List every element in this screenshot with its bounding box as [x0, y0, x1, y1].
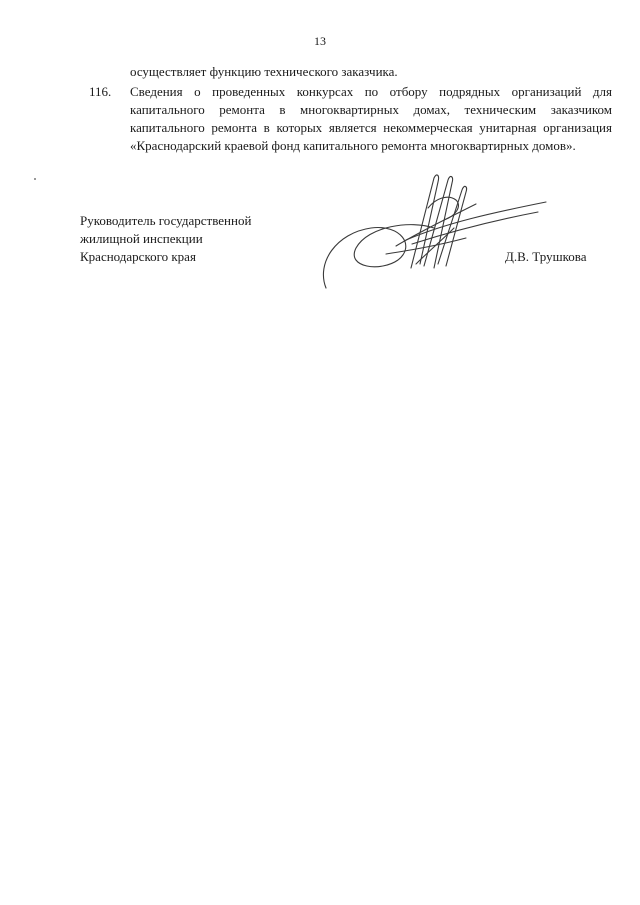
signatory-name: Д.В. Трушкова	[505, 249, 587, 264]
signatory-title-line-3: Краснодарского края	[80, 249, 196, 264]
signature-stroke-vertical-2	[424, 176, 453, 268]
scan-margin-mark	[34, 178, 36, 180]
page-number: 13	[314, 34, 326, 48]
signature-stroke-vertical-1	[411, 175, 439, 268]
handwritten-signature	[316, 168, 556, 298]
list-item-number: 116.	[89, 84, 112, 99]
signatory-title-line-2: жилищной инспекции	[80, 231, 203, 246]
signatory-title-line-1: Руководитель государственной	[80, 213, 252, 228]
continued-paragraph-line: осуществляет функцию технического заказчика.	[130, 64, 398, 79]
signature-stroke-cross-3	[386, 238, 466, 254]
list-item-116	[89, 83, 612, 155]
list-item-text: Сведения о проведенных конкурсах по отбору подрядных организаций для капитального ремонта в многоквартирных домах, техническим заказчиком капитального ремонта в которых является некоммерческая унитарная организация «Краснодарский краевой фонд капитального ремонта многоквартирных домов».	[130, 84, 612, 153]
signatory-title-block	[80, 212, 320, 266]
